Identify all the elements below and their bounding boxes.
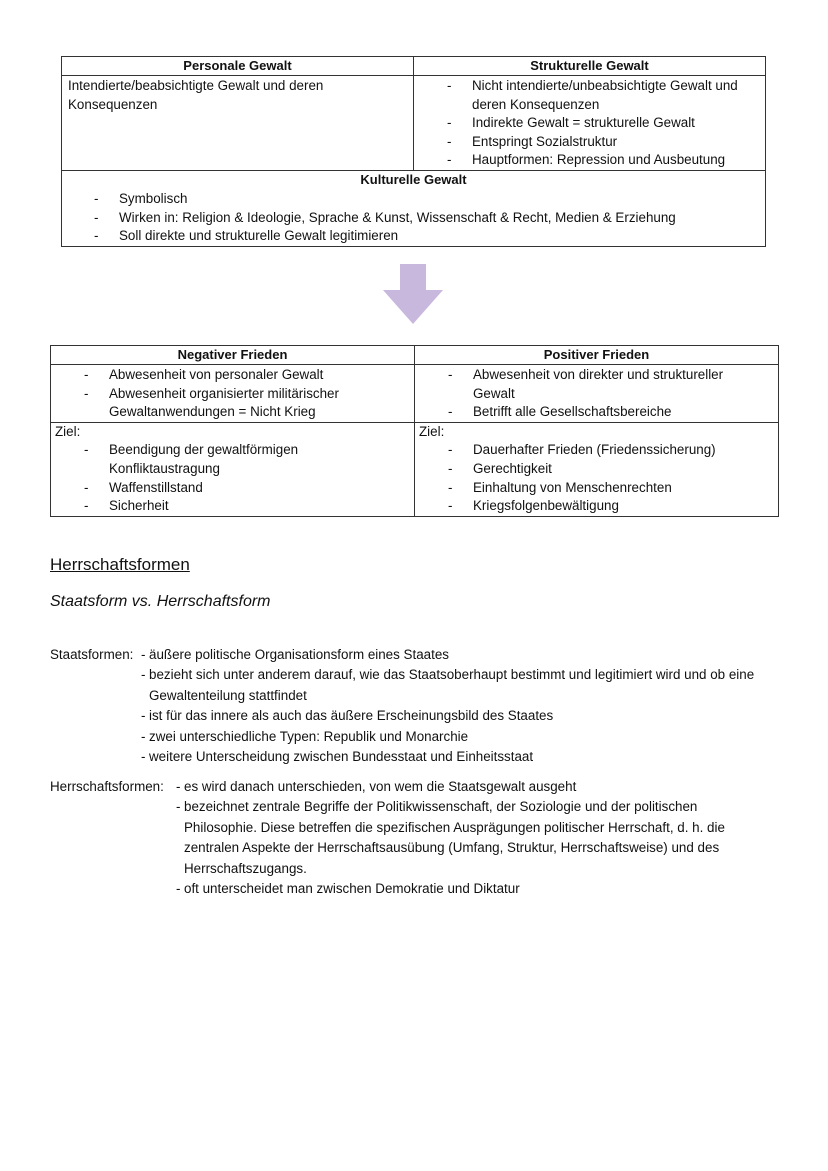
negative-goal-text: Sicherheit — [109, 498, 169, 514]
dash-marker: - — [176, 881, 181, 897]
herrschaftsformen-item-text: oft unterscheidet man zwischen Demokratie und Diktatur — [184, 881, 520, 897]
staatsformen-item-text: ist für das innere als auch das äußere Erscheinungsbild des Staates — [149, 708, 554, 724]
negative-goal — [51, 497, 414, 516]
structural-item-text: Nicht intendierte/unbeabsichtigte Gewalt und deren Konsequenzen — [472, 78, 738, 112]
dash-marker: - — [448, 460, 453, 476]
negative-peace-cell — [51, 365, 415, 423]
staatsformen-item — [141, 665, 776, 706]
dash-marker: - — [141, 728, 146, 744]
dash-marker: - — [448, 479, 453, 495]
staatsformen-item-text: bezieht sich unter anderem darauf, wie das Staatsoberhaupt bestimmt und legitimiert wird und ob eine Gewaltenteilung stattfindet — [149, 667, 755, 703]
negative-peace-header: Negativer Frieden — [51, 346, 415, 365]
dash-marker: - — [448, 498, 453, 514]
positive-goal — [415, 441, 778, 460]
structural-item-text: Hauptformen: Repression und Ausbeutung — [472, 152, 726, 168]
positive-goal — [415, 460, 778, 479]
gewalt-table — [61, 56, 766, 247]
negative-item — [51, 385, 414, 422]
cultural-item-text: Symbolisch — [119, 190, 188, 206]
herrschaftsformen-definition — [50, 777, 780, 901]
herrschaftsformen-term: Herrschaftsformen: — [50, 779, 164, 794]
dash-marker: - — [94, 190, 99, 206]
negative-goal — [51, 441, 414, 478]
cultural-violence-header: Kulturelle Gewalt — [360, 171, 467, 187]
cultural-item — [62, 190, 765, 209]
positive-item-text: Betrifft alle Gesellschaftsbereiche — [473, 404, 672, 420]
dash-marker: - — [447, 152, 452, 168]
structural-item-text: Indirekte Gewalt = strukturelle Gewalt — [472, 115, 695, 131]
dash-marker: - — [141, 647, 146, 662]
staatsformen-item-text: zwei unterschiedliche Typen: Republik und Monarchie — [149, 728, 469, 744]
dash-marker: - — [141, 667, 146, 683]
positive-peace-cell — [415, 365, 779, 423]
dash-marker: - — [176, 779, 181, 794]
dash-marker: - — [84, 442, 89, 458]
cultural-violence-cell — [62, 170, 766, 246]
dash-marker: - — [447, 115, 452, 131]
structural-violence-cell — [414, 76, 766, 171]
staatsformen-item — [141, 645, 776, 665]
dash-marker: - — [141, 749, 146, 765]
staatsformen-term: Staatsformen: — [50, 647, 134, 662]
positive-goal — [415, 497, 778, 516]
dash-marker: - — [84, 479, 89, 495]
dash-marker: - — [447, 78, 452, 93]
negative-goal — [51, 479, 414, 498]
section-heading: Herrschaftsformen — [50, 555, 190, 574]
structural-item-text: Entspringt Sozialstruktur — [472, 133, 618, 149]
structural-item — [414, 114, 765, 133]
personal-violence-text: Intendierte/beabsichtigte Gewalt und deren Konsequenzen — [68, 78, 324, 112]
positive-item — [415, 366, 778, 403]
dash-marker: - — [94, 228, 99, 244]
staatsformen-item-text: äußere politische Organisationsform eines Staates — [149, 647, 449, 662]
staatsformen-definition — [50, 645, 780, 769]
positive-item — [415, 403, 778, 422]
positive-goal-text: Gerechtigkeit — [473, 460, 552, 476]
staatsformen-item — [141, 747, 776, 767]
frieden-table — [50, 345, 779, 517]
dash-marker: - — [84, 385, 89, 401]
herrschaftsformen-item-text: es wird danach unterschieden, von wem die Staatsgewalt ausgeht — [184, 779, 577, 794]
personal-violence-header: Personale Gewalt — [62, 57, 414, 76]
dash-marker: - — [448, 367, 453, 382]
dash-marker: - — [447, 133, 452, 149]
positive-goal — [415, 479, 778, 498]
negative-item — [51, 366, 414, 385]
herrschaftsformen-item-text: bezeichnet zentrale Begriffe der Politikwissenschaft, der Soziologie und der politischen Philosophie. Diese betreffen die spezifischen Ausprägungen politischer Herrschaft, d. h. die zentralen Aspekte der Herrschaftsausübung (Umfang, Struktur, Herrschaftsweise) und des Herrschaftszugangs. — [184, 799, 725, 876]
dash-marker: - — [448, 404, 453, 420]
cultural-item — [62, 227, 765, 246]
negative-goals-cell — [51, 422, 415, 516]
dash-marker: - — [84, 498, 89, 514]
structural-item — [414, 133, 765, 152]
negative-item-text: Abwesenheit von personaler Gewalt — [109, 367, 324, 382]
positive-goal-text: Kriegsfolgenbewältigung — [473, 498, 619, 514]
staatsformen-item — [141, 727, 776, 747]
section-subheading: Staatsform vs. Herrschaftsform — [50, 593, 271, 610]
negative-item-text: Abwesenheit organisierter militärischer Gewaltanwendungen = Nicht Krieg — [109, 385, 339, 420]
herrschaftsformen-item — [176, 797, 756, 879]
ziel-label: Ziel: — [55, 423, 81, 439]
personal-violence-cell — [62, 76, 414, 171]
staatsformen-item — [141, 706, 776, 726]
dash-marker: - — [94, 209, 99, 225]
herrschaftsformen-item — [176, 777, 756, 797]
dash-marker: - — [141, 708, 146, 724]
cultural-item-text: Soll direkte und strukturelle Gewalt legitimieren — [119, 228, 399, 244]
positive-goal-text: Einhaltung von Menschenrechten — [473, 479, 672, 495]
dash-marker: - — [84, 367, 89, 382]
cultural-item — [62, 209, 765, 228]
arrow-down-icon — [383, 264, 443, 324]
staatsformen-item-text: weitere Unterscheidung zwischen Bundesstaat und Einheitsstaat — [149, 749, 534, 765]
structural-item — [414, 77, 765, 114]
structural-item — [414, 151, 765, 170]
positive-goal-text: Dauerhafter Frieden (Friedenssicherung) — [473, 442, 716, 458]
ziel-label: Ziel: — [419, 423, 445, 439]
negative-goal-text: Waffenstillstand — [109, 479, 203, 495]
positive-goals-cell — [415, 422, 779, 516]
cultural-item-text: Wirken in: Religion & Ideologie, Sprache & Kunst, Wissenschaft & Recht, Medien & Erziehung — [119, 209, 676, 225]
positive-item-text: Abwesenheit von direkter und struktureller Gewalt — [473, 367, 724, 401]
dash-marker: - — [448, 442, 453, 458]
structural-violence-header: Strukturelle Gewalt — [414, 57, 766, 76]
dash-marker: - — [176, 799, 181, 815]
herrschaftsformen-item — [176, 879, 756, 899]
positive-peace-header: Positiver Frieden — [415, 346, 779, 365]
negative-goal-text: Beendigung der gewaltförmigen Konfliktaustragung — [109, 442, 299, 476]
